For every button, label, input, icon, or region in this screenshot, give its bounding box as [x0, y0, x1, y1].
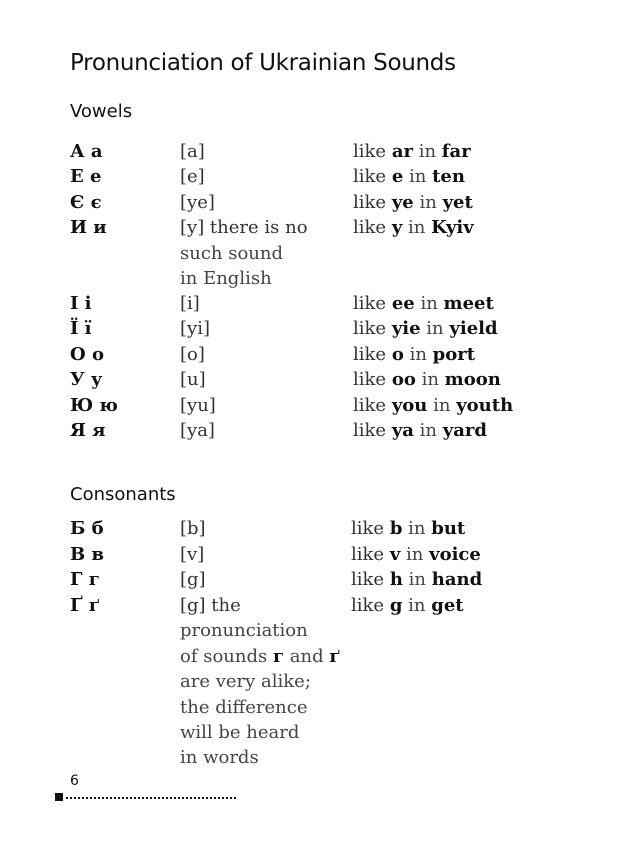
footer-square-marker: [55, 793, 63, 801]
example: like y in Kyiv: [353, 217, 474, 238]
letter: Ю ю: [70, 395, 118, 416]
consonant-row: [0, 542, 640, 568]
consonant-note-line: the difference: [180, 697, 308, 718]
letter: Ї ї: [70, 318, 92, 339]
sound: [yu]: [180, 395, 216, 416]
sound: [yi]: [180, 318, 210, 339]
example: like h in hand: [351, 569, 483, 590]
example: like oo in moon: [353, 369, 501, 390]
consonant-note-line: pronunciation: [180, 620, 308, 641]
letter: Г г: [70, 569, 100, 590]
letter: Я я: [70, 420, 106, 441]
sound: [y] there is no: [180, 217, 308, 238]
vowel-row: [0, 342, 640, 368]
letter: Є є: [70, 192, 102, 213]
sound: [e]: [180, 166, 205, 187]
sound: [o]: [180, 344, 205, 365]
letter: Е е: [70, 166, 102, 187]
vowel-row: [0, 164, 640, 190]
letter: О о: [70, 344, 104, 365]
consonant-note-line: will be heard: [180, 722, 300, 743]
page-title: Pronunciation of Ukrainian Sounds: [70, 50, 456, 76]
example: like ar in far: [353, 141, 471, 162]
example: like ye in yet: [353, 192, 473, 213]
vowel-row: [0, 393, 640, 419]
sound: [v]: [180, 544, 205, 565]
page-number: 6: [70, 773, 79, 789]
sound: [i]: [180, 293, 200, 314]
consonant-note-line: of sounds г and ґ: [180, 646, 341, 667]
sound: [b]: [180, 518, 206, 539]
letter: Ґ ґ: [70, 595, 100, 616]
letter: А а: [70, 141, 103, 162]
sound: [u]: [180, 369, 206, 390]
letter: І і: [70, 293, 92, 314]
letter: Б б: [70, 518, 104, 539]
example: like e in ten: [353, 166, 465, 187]
sound: [g] the: [180, 595, 241, 616]
vowel-note-line: such sound: [180, 243, 284, 264]
letter: И и: [70, 217, 107, 238]
example: like you in youth: [353, 395, 514, 416]
sound: [g]: [180, 569, 206, 590]
vowel-row: [0, 367, 640, 393]
sound: [a]: [180, 141, 205, 162]
vowel-row: [0, 190, 640, 216]
example: like v in voice: [351, 544, 481, 565]
example: like g in get: [351, 595, 464, 616]
consonant-note-line: are very alike;: [180, 671, 311, 692]
vowel-row: [0, 139, 640, 165]
footer-dotted-rule: [66, 797, 236, 799]
sound: [ye]: [180, 192, 215, 213]
consonant-row: [0, 516, 640, 542]
example: like b in but: [351, 518, 466, 539]
consonant-row: [0, 567, 640, 593]
vowel-row: [0, 316, 640, 342]
example: like o in port: [353, 344, 476, 365]
sound: [ya]: [180, 420, 215, 441]
consonants-heading: Consonants: [70, 484, 176, 505]
vowel-row: [0, 215, 640, 241]
vowels-heading: Vowels: [70, 101, 133, 122]
example: like yie in yield: [353, 318, 498, 339]
example: like ee in meet: [353, 293, 494, 314]
example: like ya in yard: [353, 420, 487, 441]
vowel-row: [0, 291, 640, 317]
consonant-row: [0, 593, 640, 619]
vowel-row: [0, 418, 640, 444]
vowel-note-line: in English: [180, 268, 272, 289]
letter: У у: [70, 369, 103, 390]
letter: В в: [70, 544, 104, 565]
consonant-note-line: in words: [180, 747, 259, 768]
